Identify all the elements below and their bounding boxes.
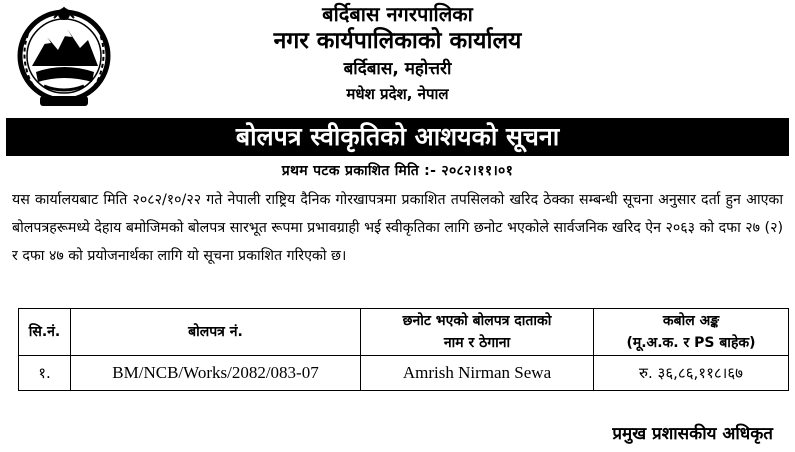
letterhead (0, 0, 795, 118)
table-row (19, 356, 789, 391)
header-serial-number: सि.नं. (19, 309, 71, 356)
address-line-1: बर्दिबास, महोत्तरी (343, 59, 452, 79)
row-bidder-name: Amrish Nirman Sewa (361, 356, 594, 391)
municipality-name: बर्दिबास नगरपालिका (322, 2, 473, 26)
row-bid-amount: रु. ३६,८६,११८।६७ (594, 356, 789, 391)
header-amount-line-1: कबोल अङ्क (662, 313, 720, 329)
header-bidder-line-2: नाम र ठेगाना (443, 335, 511, 351)
row-serial-number: १. (19, 356, 71, 391)
table-header-row (19, 309, 789, 356)
header-bidder-line-1: छनोट भएको बोलपत्र दाताको (402, 313, 552, 329)
office-name: नगर कार्यपालिकाको कार्यालय (273, 28, 522, 54)
notice-title: बोलपत्र स्वीकृतिको आशयको सूचना (6, 118, 789, 156)
signatory-title: प्रमुख प्रशासकीय अधिकृत (612, 424, 773, 444)
address-line-2: मधेश प्रदेश, नेपाल (346, 85, 449, 103)
bid-award-table (18, 308, 789, 391)
header-bidder (361, 309, 594, 356)
first-published-date: प्रथम पटक प्रकाशित मिति :- २०८२।११।०१ (281, 163, 514, 179)
row-bid-number: BM/NCB/Works/2082/083-07 (71, 356, 361, 391)
header-bid-amount (594, 309, 789, 356)
header-bid-number: बोलपत्र नं. (71, 309, 361, 356)
header-amount-line-2: (मू.अ.क. र PS बाहेक) (626, 335, 756, 351)
notice-body: यस कार्यालयबाट मिति २०८२/१०/२२ गते नेपाली राष्ट्रिय दैनिक गोरखापत्रमा प्रकाशित तपसिलको खरिद ठेक्का सम्बन्धी सूचना अनुसार दर्ता हुन आएका बोलपत्रहरूमध्ये देहाय बमोजिमको बोलपत्र सारभूत रूपमा प्रभावग्राही भई स्वीकृतिका लागि छनोट भएकोले सार्वजनिक खरिद ऐन २०६३ को दफा २७ (२) र दफा ४७ को प्रयोजनार्थका लागि यो सूचना प्रकाशित गरिएको छ। (12, 192, 783, 264)
